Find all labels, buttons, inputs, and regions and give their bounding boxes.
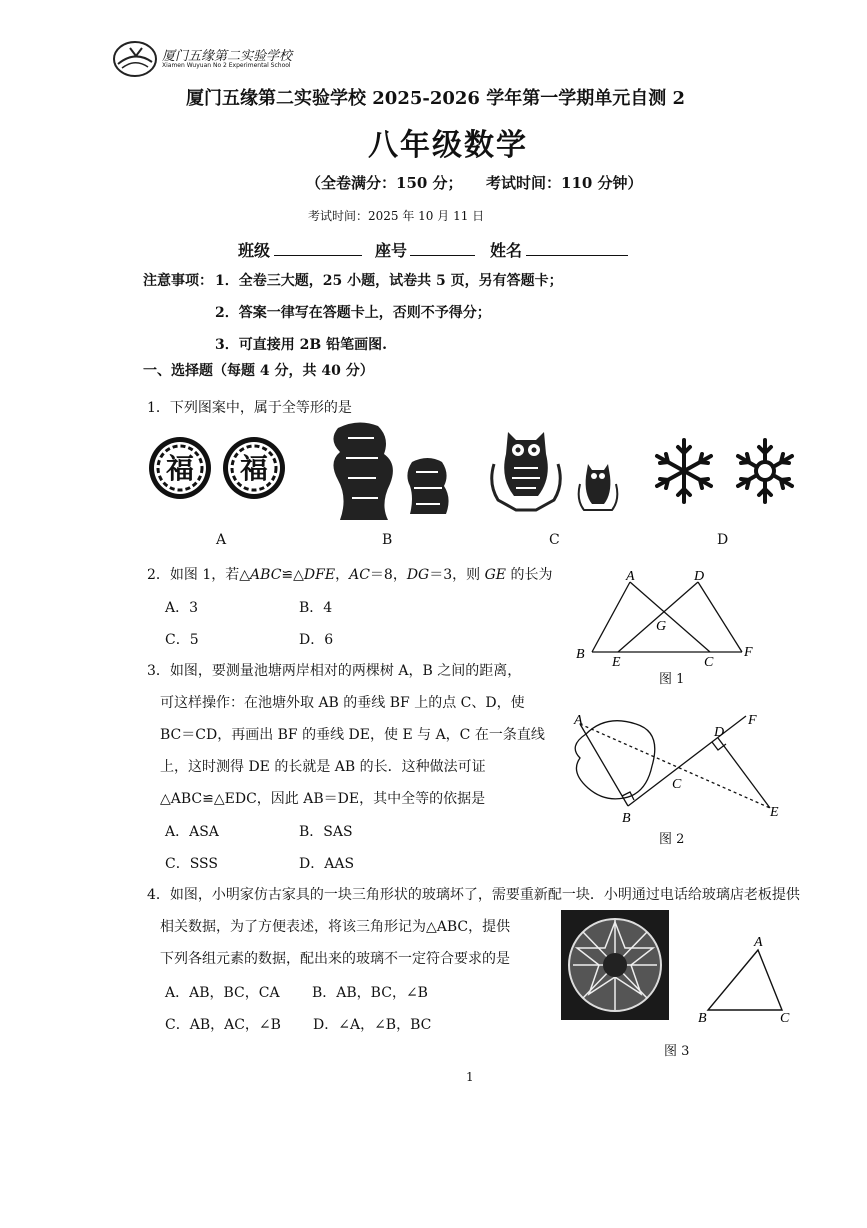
q4-option-c[interactable]: C．AB，AC，∠B bbox=[165, 1017, 281, 1033]
fig3-point-c: C bbox=[780, 1011, 790, 1026]
svg-text:福: 福 bbox=[165, 454, 195, 485]
q2-option-c[interactable]: C．5 bbox=[165, 632, 199, 648]
fig2-point-d: D bbox=[714, 725, 725, 740]
fig1-point-e: E bbox=[612, 655, 621, 666]
question-3-line-1: 3．如图，要测量池塘两岸相对的两棵树 A，B 之间的距离， bbox=[147, 663, 522, 679]
school-title: 厦门五缘第二实验学校 2025-2026 学年第一学期单元自测 2 bbox=[186, 88, 685, 109]
notes-label: 注意事项： bbox=[143, 273, 213, 289]
q2-option-b[interactable]: B．4 bbox=[299, 600, 333, 616]
q3-option-d[interactable]: D．AAS bbox=[299, 856, 355, 872]
figure-3 bbox=[696, 934, 800, 1026]
owl-paper-cut-icon bbox=[486, 424, 626, 516]
q1-figure-d bbox=[648, 436, 802, 506]
q2-part: ， bbox=[335, 567, 350, 583]
note-item-3: 3．可直接用 2B 铅笔画图. bbox=[215, 337, 387, 353]
note-item-1: 1．全卷三大题，25 小题，试卷共 5 页，另有答题卡； bbox=[215, 273, 563, 289]
q1-label-a: A bbox=[216, 532, 227, 548]
fig2-point-f: F bbox=[748, 713, 757, 728]
fig2-point-e: E bbox=[770, 805, 779, 820]
figure-1-label: 图 1 bbox=[659, 672, 685, 687]
figure-2-label: 图 2 bbox=[659, 832, 685, 847]
seat-label: 座号 bbox=[375, 241, 408, 260]
fig1-point-d: D bbox=[694, 569, 705, 584]
fig2-point-c: C bbox=[672, 777, 682, 792]
fu-medallion-icon bbox=[148, 432, 288, 504]
figure-3-label: 图 3 bbox=[664, 1044, 690, 1059]
q1-figure-c bbox=[486, 424, 626, 516]
q3-option-c[interactable]: C．SSS bbox=[165, 856, 218, 872]
q3-option-a[interactable]: A．ASA bbox=[165, 824, 219, 840]
fig1-point-a: A bbox=[626, 569, 635, 584]
question-3-line-5: △ABC≌△EDC，因此 AB＝DE，其中全等的依据是 bbox=[160, 791, 486, 807]
exam-date: 考试时间：2025 年 10 月 11 日 bbox=[308, 209, 485, 223]
subject-title: 八年级数学 bbox=[368, 128, 528, 163]
name-blank[interactable] bbox=[526, 255, 628, 256]
fig2-point-a: A bbox=[574, 713, 583, 728]
q4-option-b[interactable]: B．AB，BC，∠B bbox=[312, 985, 428, 1001]
q2-part: ＝8， bbox=[369, 567, 407, 583]
q2-option-a[interactable]: A．3 bbox=[165, 600, 199, 616]
fig1-point-b: B bbox=[576, 647, 585, 662]
note-item-2: 2．答案一律写在答题卡上，否则不予得分； bbox=[215, 305, 491, 321]
school-logo bbox=[112, 40, 158, 78]
q2-part: 2．如图 1，若△ bbox=[147, 567, 251, 583]
exam-duration: 考试时间：110 分钟） bbox=[486, 174, 643, 192]
fig1-point-f: F bbox=[744, 645, 753, 660]
glass-panel-icon bbox=[561, 910, 669, 1020]
question-1-text: 1．下列图案中，属于全等形的是 bbox=[147, 400, 352, 416]
section-title: 一、选择题（每题 4 分，共 40 分） bbox=[143, 363, 374, 379]
snowflake-icon bbox=[648, 436, 802, 506]
logo-subtext: Xiamen Wuyuan No 2 Experimental School bbox=[162, 62, 291, 69]
fig3-point-b: B bbox=[698, 1011, 707, 1026]
q2-triangle-abc: ABC bbox=[250, 567, 282, 583]
q2-part: ＝3，则 bbox=[429, 567, 485, 583]
question-3-line-2: 可这样操作：在池塘外取 AB 的垂线 BF 上的点 C、D，使 bbox=[160, 695, 525, 711]
paper-cut-figure-icon bbox=[318, 418, 458, 523]
fig3-point-a: A bbox=[754, 935, 763, 950]
q1-figure-a bbox=[148, 432, 288, 504]
q2-seg-dg: DG bbox=[406, 567, 430, 583]
figure-2 bbox=[566, 710, 786, 824]
full-score: （全卷满分：150 分； bbox=[306, 174, 463, 192]
q4-option-a[interactable]: A．AB，BC，CA bbox=[165, 985, 280, 1001]
q2-part: ≌△ bbox=[281, 567, 304, 583]
q2-triangle-dfe: DFE bbox=[303, 567, 336, 583]
glass-panel-photo bbox=[561, 910, 669, 1020]
logo-text: 厦门五缘第二实验学校 bbox=[162, 49, 293, 64]
q1-label-c: C bbox=[549, 532, 560, 548]
q2-seg-ac: AC bbox=[349, 567, 370, 583]
q1-label-d: D bbox=[717, 532, 729, 548]
question-2-text bbox=[147, 564, 552, 584]
question-4-line-1: 4．如图，小明家仿古家具的一块三角形状的玻璃坏了，需要重新配一块．小明通过电话给玻璃店老板提供 bbox=[147, 887, 800, 903]
fig1-point-g: G bbox=[656, 619, 667, 634]
q4-option-d[interactable]: D．∠A，∠B，BC bbox=[313, 1017, 432, 1033]
question-4-line-2: 相关数据，为了方便表述，将该三角形记为△ABC，提供 bbox=[160, 919, 511, 935]
seat-blank[interactable] bbox=[410, 255, 475, 256]
question-3-line-3: BC＝CD，再画出 BF 的垂线 DE，使 E 与 A，C 在一条直线 bbox=[160, 727, 545, 743]
figure-1 bbox=[570, 566, 760, 666]
question-3-line-4: 上，这时测得 DE 的长就是 AB 的长．这种做法可证 bbox=[160, 759, 486, 775]
name-label: 姓名 bbox=[490, 241, 523, 260]
q2-option-d[interactable]: D．6 bbox=[299, 632, 334, 648]
q2-part: 的长为 bbox=[506, 567, 553, 583]
q1-figure-b bbox=[318, 418, 458, 523]
page-number: 1 bbox=[466, 1070, 474, 1084]
q2-seg-ge: GE bbox=[484, 567, 507, 583]
svg-text:福: 福 bbox=[239, 454, 269, 485]
q1-label-b: B bbox=[382, 532, 393, 548]
class-blank[interactable] bbox=[274, 255, 362, 256]
q3-option-b[interactable]: B．SAS bbox=[299, 824, 353, 840]
fig1-point-c: C bbox=[704, 655, 714, 666]
school-emblem-icon bbox=[112, 40, 158, 78]
question-4-line-3: 下列各组元素的数据，配出来的玻璃不一定符合要求的是 bbox=[160, 951, 510, 967]
class-label: 班级 bbox=[238, 241, 271, 260]
fig2-point-b: B bbox=[622, 811, 631, 824]
